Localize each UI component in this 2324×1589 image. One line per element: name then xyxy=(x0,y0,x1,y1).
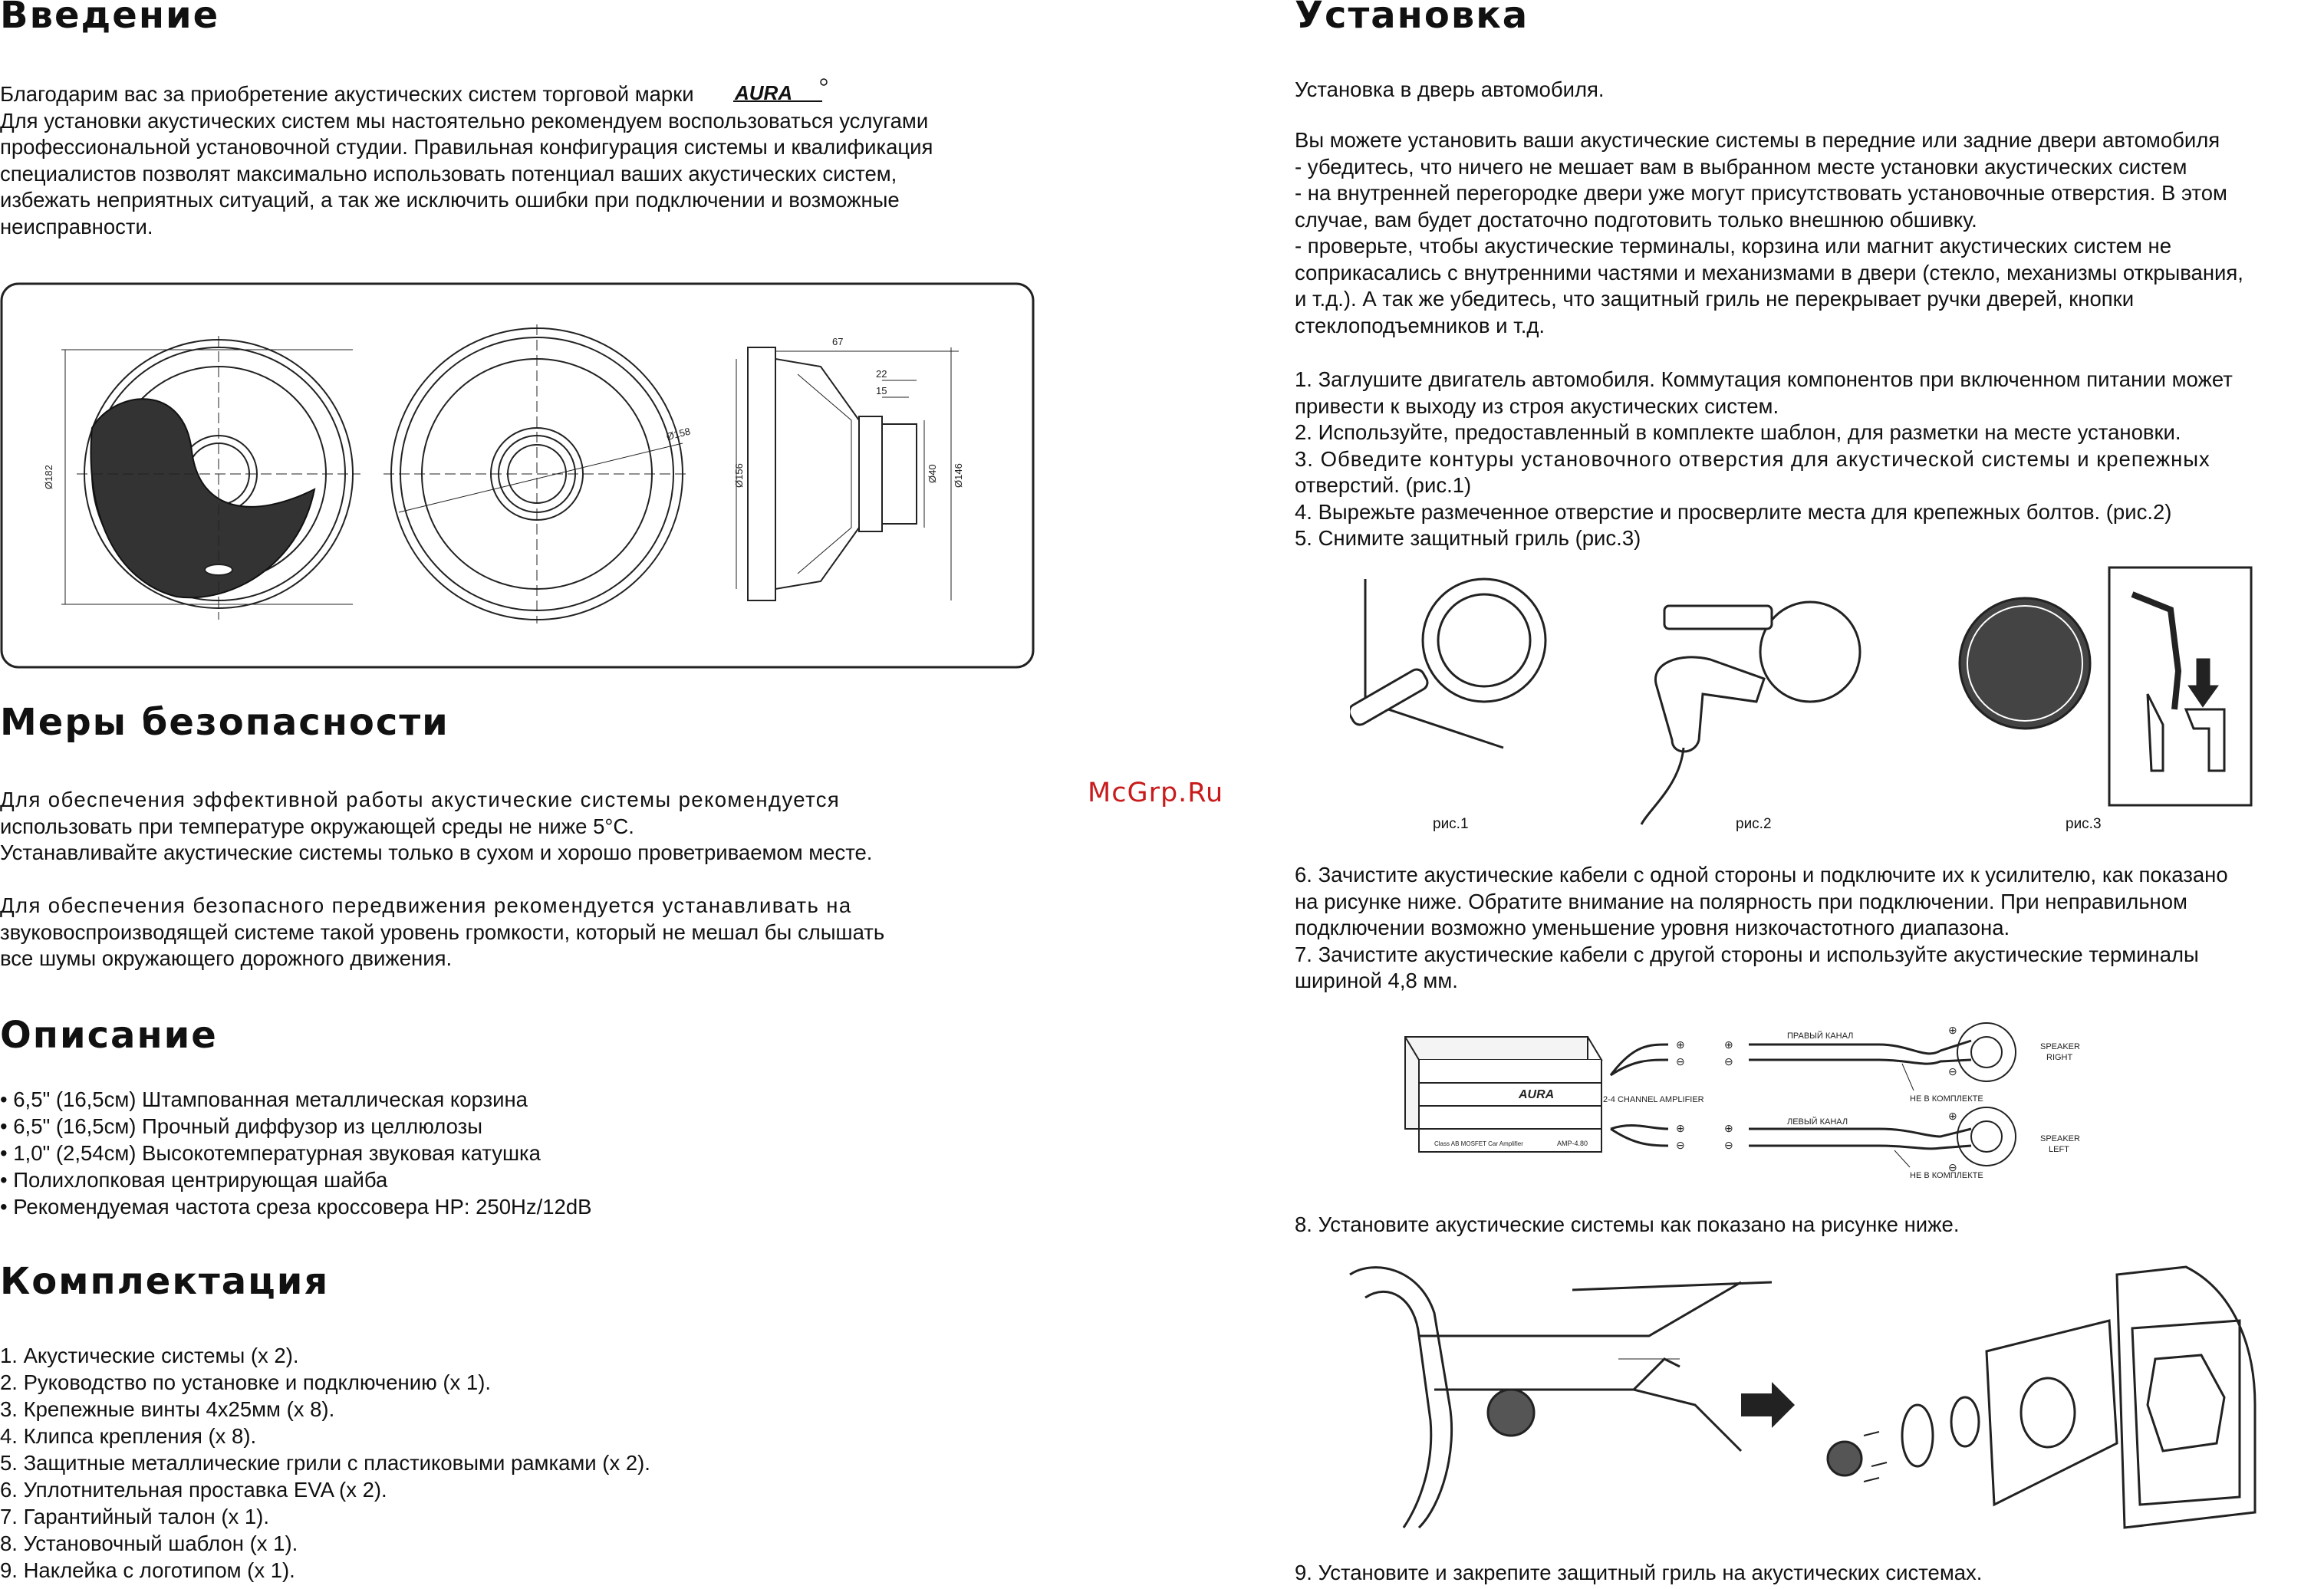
speaker-right-label-1: SPEAKER xyxy=(2040,1042,2080,1051)
speaker-left-label-2: LEFT xyxy=(2049,1145,2069,1154)
wiring-diagram xyxy=(1404,1014,2286,1190)
step-line: на рисунке ниже. Обратите внимание на полярность при подключении. При неправильном xyxy=(1295,889,2187,913)
install-line: - проверьте, чтобы акустические терминалы, корзина или магнит акустических систем не xyxy=(1295,234,2172,258)
description-item: • 6,5" (16,5см) Прочный диффузор из целлюлозы xyxy=(0,1114,482,1138)
plus-right-term: ⊕ xyxy=(1948,1024,1957,1036)
kit-item: 1. Акустические системы (х 2). xyxy=(0,1344,299,1367)
dim-146: Ø146 xyxy=(953,463,964,488)
intro-title: Введение xyxy=(0,0,220,37)
install-title: Установка xyxy=(1295,0,1529,37)
intro-line: Благодарим вас за приобретение акустических систем торговой марки AURA xyxy=(0,77,1032,108)
step-line: 4. Вырежьте размеченное отверстие и просверлите места для крепежных болтов. (рис.2) xyxy=(1295,499,2172,524)
speaker-front-grille-view xyxy=(43,336,360,620)
speaker-exploded-parts xyxy=(1828,1321,2117,1505)
safety-title: Меры безопасности xyxy=(0,701,449,744)
step-8: 8. Установите акустические системы как показано на рисунке ниже. xyxy=(1295,1212,1960,1236)
step-line: 3. Обведите контуры установочного отверстия для акустической системы и крепежных xyxy=(1295,446,2210,471)
intro-line: неисправности. xyxy=(0,214,153,239)
plus-left-amp: ⊕ xyxy=(1676,1122,1685,1134)
safety-line: Для обеспечения безопасного передвижения рекомендуется устанавливать на xyxy=(0,893,852,917)
amplifier xyxy=(1405,1037,1601,1152)
dim-158: Ø158 xyxy=(665,425,692,442)
step-line: 7. Зачистите акустические кабели с другой стороны и используйте акустические терминалы xyxy=(1295,942,2199,966)
fig3-caption: рис.3 xyxy=(2066,816,2102,832)
dim-22: 22 xyxy=(876,368,887,380)
kit-title: Комплектация xyxy=(0,1260,330,1303)
safety-line: использовать при температуре окружающей среды не ниже 5°C. xyxy=(0,814,634,838)
description-item: • 6,5" (16,5см) Штампованная металлическая корзина xyxy=(0,1087,528,1111)
kit-list xyxy=(0,1342,650,1584)
step-line: отверстий. (рис.1) xyxy=(1295,473,1472,497)
safety-line: звуковоспроизводящей системе такой уровень громкости, который не мешал бы слышать xyxy=(0,920,885,944)
aura-logo xyxy=(730,77,830,106)
fig2-drill xyxy=(1641,602,1860,824)
dim-156: Ø156 xyxy=(733,463,745,488)
safety-line: все шумы окружающего дорожного движения. xyxy=(0,946,453,970)
install-steps xyxy=(1295,367,2322,552)
fig2-caption: рис.2 xyxy=(1736,816,1772,832)
speaker-technical-drawing xyxy=(0,282,1035,670)
install-lead: Установка в дверь автомобиля. xyxy=(1295,77,1605,101)
amp-subtitle: Class AB MOSFET Car Amplifier xyxy=(1434,1140,1523,1147)
plus-left-term: ⊕ xyxy=(1948,1110,1957,1122)
aura-logo-text: AURA xyxy=(735,81,793,104)
safety-text xyxy=(0,787,1032,972)
description-list xyxy=(0,1086,591,1220)
safety-line: Для обеспечения эффективной работы акустические системы рекомендуется xyxy=(0,788,841,811)
kit-item: 6. Уплотнительная проставка EVA (х 2). xyxy=(0,1478,387,1502)
step-9: 9. Установите и закрепите защитный гриль на акустических системах. xyxy=(1295,1561,1983,1584)
description-item: • 1,0" (2,54см) Высокотемпературная звуковая катушка xyxy=(0,1141,541,1165)
install-line: - убедитесь, что ничего не мешает вам в выбранном месте установки акустических систем xyxy=(1295,154,2187,179)
kit-item: 7. Гарантийный талон (х 1). xyxy=(0,1505,269,1528)
install-line: случае, вам будет достаточно подготовить только внешнюю обшивку. xyxy=(1295,207,1977,232)
amp-model: AMP-4.80 xyxy=(1557,1140,1588,1147)
step-line: 6. Зачистите акустические кабели с одной стороны и подключите их к усилителю, как показано xyxy=(1295,863,2228,887)
install-text xyxy=(1295,127,2322,339)
fig3-grille-removal xyxy=(1960,568,2251,805)
kit-item: 3. Крепежные винты 4х25мм (х 8). xyxy=(0,1397,335,1421)
fig1-caption: рис.1 xyxy=(1433,816,1469,832)
intro-line: избежать неприятных ситуаций, а так же исключить ошибки при подключении и возможные xyxy=(0,188,900,212)
intro-line: профессиональной установочной студии. Правильная конфигурация системы и квалификация xyxy=(0,135,933,159)
minus-left-term: ⊖ xyxy=(1948,1161,1957,1173)
car-door xyxy=(2117,1267,2255,1528)
watermark: McGrp.Ru xyxy=(1088,778,1224,808)
car-interior xyxy=(1350,1268,1772,1528)
kit-item: 8. Установочный шаблон (х 1). xyxy=(0,1531,298,1555)
intro-line: специалистов позволят максимально использовать потенциал ваших акустических систем, xyxy=(0,161,897,186)
kit-item: 9. Наклейка с логотипом (х 1). xyxy=(0,1558,295,1582)
install-figures xyxy=(1350,564,2301,840)
minus-left-spk: ⊖ xyxy=(1724,1139,1733,1151)
intro-text xyxy=(0,77,1032,240)
step-line: 1. Заглушите двигатель автомобиля. Коммутация компонентов при включенном питании может xyxy=(1295,367,2233,391)
left-channel-label: ЛЕВЫЙ КАНАЛ xyxy=(1787,1117,1848,1127)
dim-15: 15 xyxy=(876,385,887,396)
step-line: 5. Снимите защитный гриль (рис.3) xyxy=(1295,526,1641,550)
left-not-included: НЕ В КОМПЛЕКТЕ xyxy=(1910,1171,1983,1180)
step-line: подключении возможно уменьшение уровня низкочастотного диапазона. xyxy=(1295,916,2010,939)
right-not-included: НЕ В КОМПЛЕКТЕ xyxy=(1910,1094,1983,1104)
install-line: соприкасались с внутренними частями и механизмами в двери (стекло, механизмы открывания, xyxy=(1295,260,2243,285)
description-item: • Рекомендуемая частота среза кроссовера HP: 250Hz/12dB xyxy=(0,1195,592,1219)
safety-line xyxy=(0,867,1032,893)
dim-40: Ø40 xyxy=(927,464,938,483)
safety-line: Устанавливайте акустические системы только в сухом и хорошо проветриваемом месте. xyxy=(0,841,873,864)
speaker-front-cone-view xyxy=(383,324,692,623)
plus-left-spk: ⊕ xyxy=(1724,1122,1733,1134)
dim-67: 67 xyxy=(832,336,844,347)
step-line: 2. Используйте, предоставленный в комплекте шаблон, для разметки на месте установки. xyxy=(1295,420,2181,444)
fig1-template-outline xyxy=(1350,579,1545,748)
plus-right-amp: ⊕ xyxy=(1676,1038,1685,1051)
minus-left-amp: ⊖ xyxy=(1676,1139,1685,1151)
right-channel-label: ПРАВЫЙ КАНАЛ xyxy=(1787,1031,1854,1041)
intro-line: Для установки акустических систем мы настоятельно рекомендуем воспользоваться услугами xyxy=(0,108,929,133)
minus-right-spk: ⊖ xyxy=(1724,1055,1733,1068)
step-line: шириной 4,8 мм. xyxy=(1295,969,1458,992)
install-steps-2 xyxy=(1295,862,2322,995)
door-install-illustration xyxy=(1342,1252,2263,1543)
install-line: Вы можете установить ваши акустические системы в передние или задние двери автомобиля xyxy=(1295,128,2220,152)
arrow-icon xyxy=(1741,1382,1795,1428)
kit-item: 4. Клипса крепления (х 8). xyxy=(0,1424,257,1448)
step-line: привести к выходу из строя акустических систем. xyxy=(1295,393,1779,418)
install-line: и т.д.). А так же убедитесь, что защитный гриль не перекрывает ручки дверей, кнопки xyxy=(1295,287,2135,311)
amp-label: 2-4 CHANNEL AMPLIFIER xyxy=(1603,1095,1704,1104)
amp-logo-text: AURA xyxy=(1519,1088,1555,1101)
install-line: - на внутренней перегородке двери уже могут присутствовать установочные отверстия. В этом xyxy=(1295,181,2227,205)
plus-right-spk: ⊕ xyxy=(1724,1038,1733,1051)
dim-182: Ø182 xyxy=(43,465,54,489)
kit-item: 5. Защитные металлические грили с пластиковыми рамками (х 2). xyxy=(0,1451,650,1475)
minus-right-amp: ⊖ xyxy=(1676,1055,1685,1068)
speaker-right-label-2: RIGHT xyxy=(2046,1053,2073,1062)
install-line: стеклоподъемников и т.д. xyxy=(1295,313,1545,337)
description-title: Описание xyxy=(0,1014,218,1057)
description-item: • Полихлопковая центрирующая шайба xyxy=(0,1168,388,1192)
speaker-left-label-1: SPEAKER xyxy=(2040,1134,2080,1143)
speaker-side-view xyxy=(733,336,964,600)
kit-item: 2. Руководство по установке и подключению (х 1). xyxy=(0,1370,491,1394)
minus-right-term: ⊖ xyxy=(1948,1065,1957,1077)
